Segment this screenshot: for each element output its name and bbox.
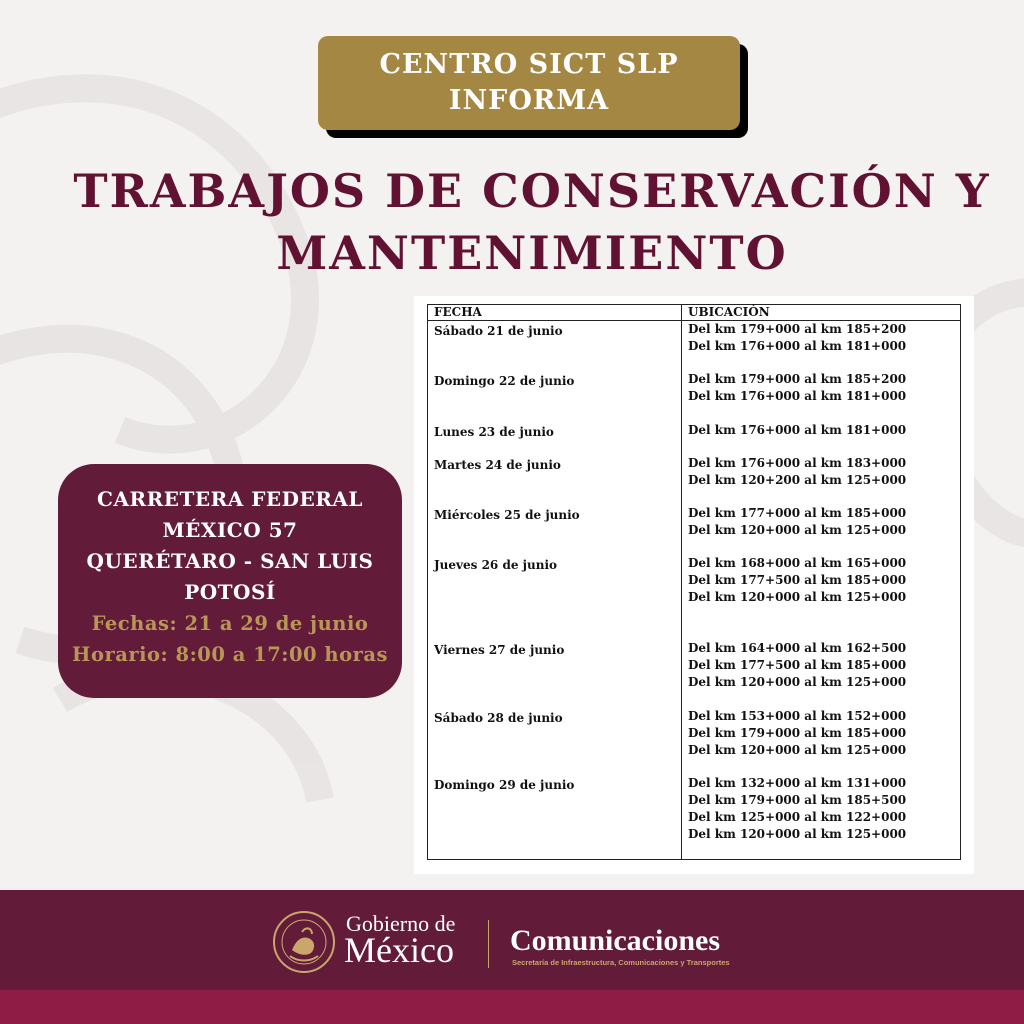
header-ubicacion: UBICACIÓN [682,305,961,321]
centro-sict-badge [318,36,740,130]
row-location: Del km 176+000 al km 183+000 [688,455,907,470]
row-date: Miércoles 25 de junio [434,507,580,522]
badge-line-1: CENTRO SICT SLP [379,49,679,80]
row-location: Del km 120+200 al km 125+000 [688,472,907,487]
footer-strip [0,990,1024,1024]
row-location: Del km 179+000 al km 185+000 [688,725,907,740]
table-header-row [428,305,961,321]
row-location: Del km 177+500 al km 185+000 [688,572,907,587]
row-date: Lunes 23 de junio [434,424,554,439]
row-date: Jueves 26 de junio [434,557,558,572]
comunicaciones-label: Comunicaciones [510,924,720,957]
table-row [428,640,961,708]
header-fecha: FECHA [428,305,682,321]
row-date: Domingo 29 de junio [434,777,575,792]
row-location: Del km 120+000 al km 125+000 [688,674,907,689]
row-date: Viernes 27 de junio [434,642,565,657]
row-location: Del km 179+000 al km 185+200 [688,322,907,336]
title-line-1: TRABAJOS DE CONSERVACIÓN Y [73,164,991,218]
table-row [428,321,961,371]
row-date: Martes 24 de junio [434,457,561,472]
row-location: Del km 132+000 al km 131+000 [688,775,907,790]
info-dates: Fechas: 21 a 29 de junio [91,612,369,635]
highway-info-box [58,464,402,698]
info-line-4: POTOSÍ [184,580,276,604]
row-location: Del km 164+000 al km 162+500 [688,640,907,655]
badge-line-2: INFORMA [448,85,610,116]
footer-divider [488,920,489,968]
row-location: Del km 120+000 al km 125+000 [688,826,907,841]
row-location: Del km 179+000 al km 185+200 [688,371,907,386]
secretaria-label: Secretaría de Infraestructura, Comunicaciones y Transportes [512,958,730,967]
row-date: Sábado 21 de junio [434,324,563,338]
info-line-1: CARRETERA FEDERAL [97,487,363,511]
schedule-panel [414,296,974,874]
mexico-label: México [344,930,454,970]
row-location: Del km 179+000 al km 185+500 [688,792,907,807]
page-title [60,160,1004,284]
row-location: Del km 177+500 al km 185+000 [688,657,907,672]
table-row [428,455,961,505]
table-row [428,708,961,775]
row-location: Del km 120+000 al km 125+000 [688,589,907,604]
gobierno-de-label: Gobierno de [346,911,456,936]
info-hours: Horario: 8:00 a 17:00 horas [72,643,388,666]
table-row [428,505,961,555]
table-row [428,422,961,455]
row-location: Del km 120+000 al km 125+000 [688,522,907,537]
title-line-2: MANTENIMIENTO [276,226,788,280]
row-location: Del km 153+000 al km 152+000 [688,708,907,723]
row-location: Del km 168+000 al km 165+000 [688,555,907,570]
row-location: Del km 176+000 al km 181+000 [688,339,907,353]
schedule-table [427,304,961,860]
row-location: Del km 176+000 al km 181+000 [688,388,907,403]
table-row [428,371,961,422]
row-date: Sábado 28 de junio [434,710,563,725]
row-location: Del km 176+000 al km 181+000 [688,422,907,437]
table-row [428,775,961,860]
row-date: Domingo 22 de junio [434,373,575,388]
coat-of-arms-seal-icon [272,910,336,974]
row-location: Del km 125+000 al km 122+000 [688,809,907,824]
info-line-2: MÉXICO 57 [162,518,298,542]
row-location: Del km 120+000 al km 125+000 [688,742,907,757]
info-line-3: QUERÉTARO - SAN LUIS [86,549,374,573]
table-row [428,555,961,640]
row-location: Del km 177+000 al km 185+000 [688,505,907,520]
